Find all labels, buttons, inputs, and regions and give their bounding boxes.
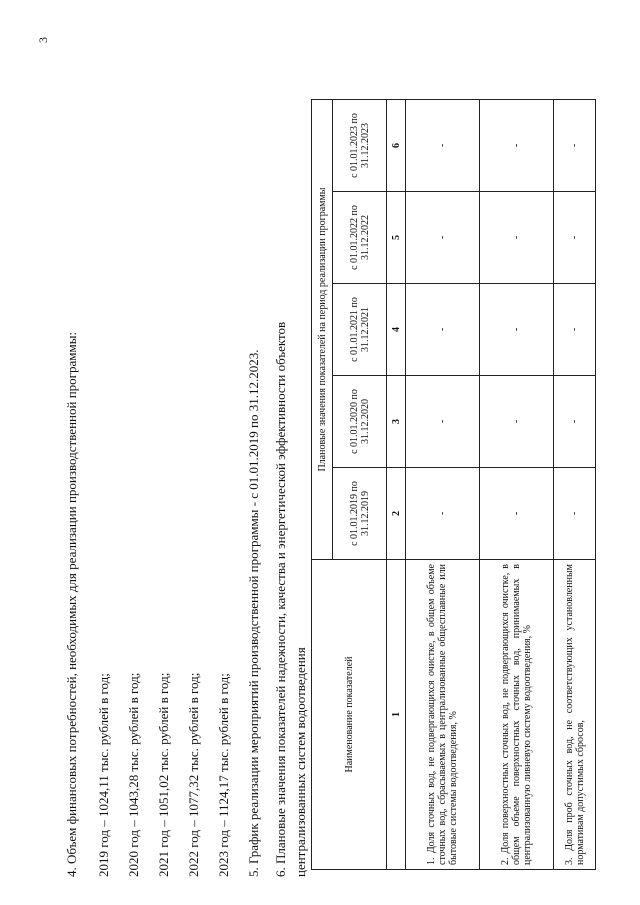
finance-year-2023: 2023 год – 1124,17 тыс. рублей в год;: [216, 673, 231, 877]
section-5-schedule: 5. График реализации мероприятий производственной программы - с 01.01.2019 по 31.12.2023.: [246, 349, 261, 877]
period-2021-header: с 01.01.2021 по 31.12.2021: [333, 284, 387, 376]
index-cell: 5: [387, 192, 406, 284]
index-cell: 4: [387, 284, 406, 376]
index-cell: 3: [387, 376, 406, 468]
finance-year-2019: 2019 год – 1024,11 тыс. рублей в год;: [96, 673, 111, 877]
indicator-value: -: [406, 376, 480, 468]
name-column-header: Наименование показателей: [312, 560, 387, 870]
indicator-value: -: [406, 100, 480, 192]
indicator-value: -: [480, 376, 554, 468]
period-2019-header: с 01.01.2019 по 31.12.2019: [333, 468, 387, 560]
group-header: Плановые значения показателей на период реализации программы: [312, 100, 333, 560]
table-row: [406, 100, 480, 870]
indicator-value: -: [406, 192, 480, 284]
finance-year-2022: 2022 год – 1077,32 тыс. рублей в год;: [186, 672, 201, 877]
indicator-name: 1. Доля сточных вод, не подвергающихся очистке, в общем объеме сточных вод, сбрасываемых в централизованные общесплавные или бытовые системы водоотведения, %: [406, 560, 480, 870]
indicator-name: 3. Доля проб сточных вод, не соответствующих установленным нормативам допустимых сбросов,: [554, 560, 596, 870]
indicator-value: -: [480, 192, 554, 284]
indicator-value: -: [480, 284, 554, 376]
indicator-value: -: [554, 100, 596, 192]
section-6-heading: 6. Плановые значения показателей надежности, качества и энергетической эффективности объектов: [273, 321, 288, 877]
table-row: [480, 100, 554, 870]
index-cell: 2: [387, 468, 406, 560]
page-number: 3: [36, 37, 50, 43]
period-2020-header: с 01.01.2020 по 31.12.2020: [333, 376, 387, 468]
indicator-value: -: [554, 192, 596, 284]
finance-year-2020: 2020 год – 1043,28 тыс. рублей в год;: [126, 672, 141, 877]
table-header-row: [312, 100, 333, 870]
indicator-value: -: [554, 284, 596, 376]
section-6-heading-cont: централизованных систем водоотведения: [293, 647, 308, 877]
indicator-value: -: [554, 468, 596, 560]
indicators-table: [311, 99, 596, 870]
indicator-value: -: [406, 284, 480, 376]
table-row: [554, 100, 596, 870]
table-index-row: [387, 100, 406, 870]
period-2023-header: с 01.01.2023 по 31.12.2023: [333, 100, 387, 192]
indicator-value: -: [480, 468, 554, 560]
indicator-value: -: [406, 468, 480, 560]
indicator-value: -: [480, 100, 554, 192]
finance-year-2021: 2021 год – 1051,02 тыс. рублей в год;: [156, 672, 171, 877]
index-cell: 1: [387, 560, 406, 870]
indicator-value: -: [554, 376, 596, 468]
indicator-name: 2. Доля поверхностных сточных вод, не подвергающихся очистке, в общем объеме поверхностных сточных вод, принимаемых в централизованную ливневую систему водоотведения, %: [480, 560, 554, 870]
index-cell: 6: [387, 100, 406, 192]
period-2022-header: с 01.01.2022 по 31.12.2022: [333, 192, 387, 284]
section-4-heading: 4. Объем финансовых потребностей, необходимых для реализации производственной программы:: [64, 331, 79, 877]
